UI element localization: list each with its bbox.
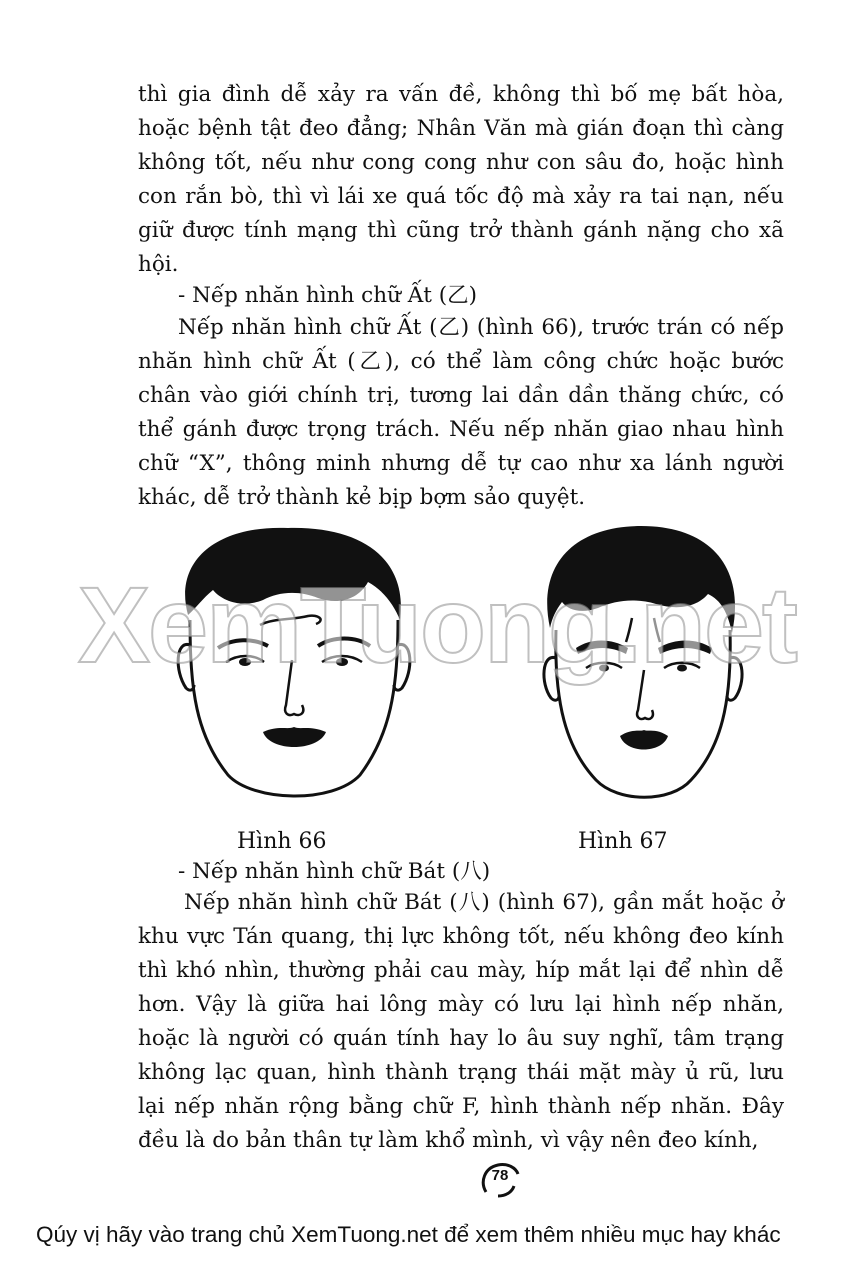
paragraph-2: Nếp nhăn hình chữ Ất (乙) (hình 66), trước trán có nếp nhăn hình chữ Ất (乙), có thể làm công chức hoặc bước chân vào giới chính trị, tương lai dần dần thăng chức, có thể gánh được trọng trách. Nếu nếp nhăn giao nhau hình chữ “X”, thông minh nhưng dễ tự cao như xa lánh người khác, dễ trở thành kẻ bịp bợm sảo quyệt. bbox=[138, 315, 784, 510]
footer-note bbox=[36, 1220, 781, 1250]
footer-text-after: để xem thêm nhiều mục hay khác bbox=[437, 1222, 781, 1247]
figure-67-caption: Hình 67 bbox=[578, 829, 668, 854]
figure-66-caption: Hình 66 bbox=[237, 829, 327, 854]
footer-text-before: Qúy vị hãy vào trang chủ bbox=[36, 1222, 292, 1247]
face-67-drawing bbox=[536, 518, 746, 818]
site-watermark: XemTuong.net bbox=[78, 564, 796, 685]
page-number: 78 bbox=[491, 1167, 509, 1184]
homepage-link[interactable]: XemTuong.net bbox=[291, 1222, 438, 1247]
face-illustration-66 bbox=[168, 520, 418, 820]
section-heading-bat-wrinkle: - Nếp nhăn hình chữ Bát (八) bbox=[178, 859, 491, 884]
face-illustration-67 bbox=[536, 518, 746, 818]
face-66-drawing bbox=[168, 520, 418, 820]
paragraph-3: Nếp nhăn hình chữ Bát (八) (hình 67), gần mắt hoặc ở khu vực Tán quang, thị lực không tốt, nếu không đeo kính thì khó nhìn, thường phải cau mày, híp mắt lại để nhìn dễ hơn. Vậy là giữa hai lông mày có lưu lại hình nếp nhăn, hoặc là người có quán tính hay lo âu suy nghĩ, tâm trạng không lạc quan, hình thành trạng thái mặt mày ủ rũ, lưu lại nếp nhăn rộng bằng chữ F, hình thành nếp nhăn. Đây đều là do bản thân tự làm khổ mình, vì vậy nên đeo kính, bbox=[138, 890, 784, 1153]
paragraph-1: thì gia đình dễ xảy ra vấn đề, không thì bố mẹ bất hòa, hoặc bệnh tật đeo đẳng; Nhân Văn mà gián đoạn thì càng không tốt, nếu như cong cong như con sâu đo, hoặc hình con rắn bò, thì vì lái xe quá tốc độ mà xảy ra tai nạn, nếu giữ được tính mạng thì cũng trở thành gánh nặng cho xã hội. bbox=[138, 82, 784, 277]
section-heading-at-wrinkle: - Nếp nhăn hình chữ Ất (乙) bbox=[178, 283, 478, 308]
